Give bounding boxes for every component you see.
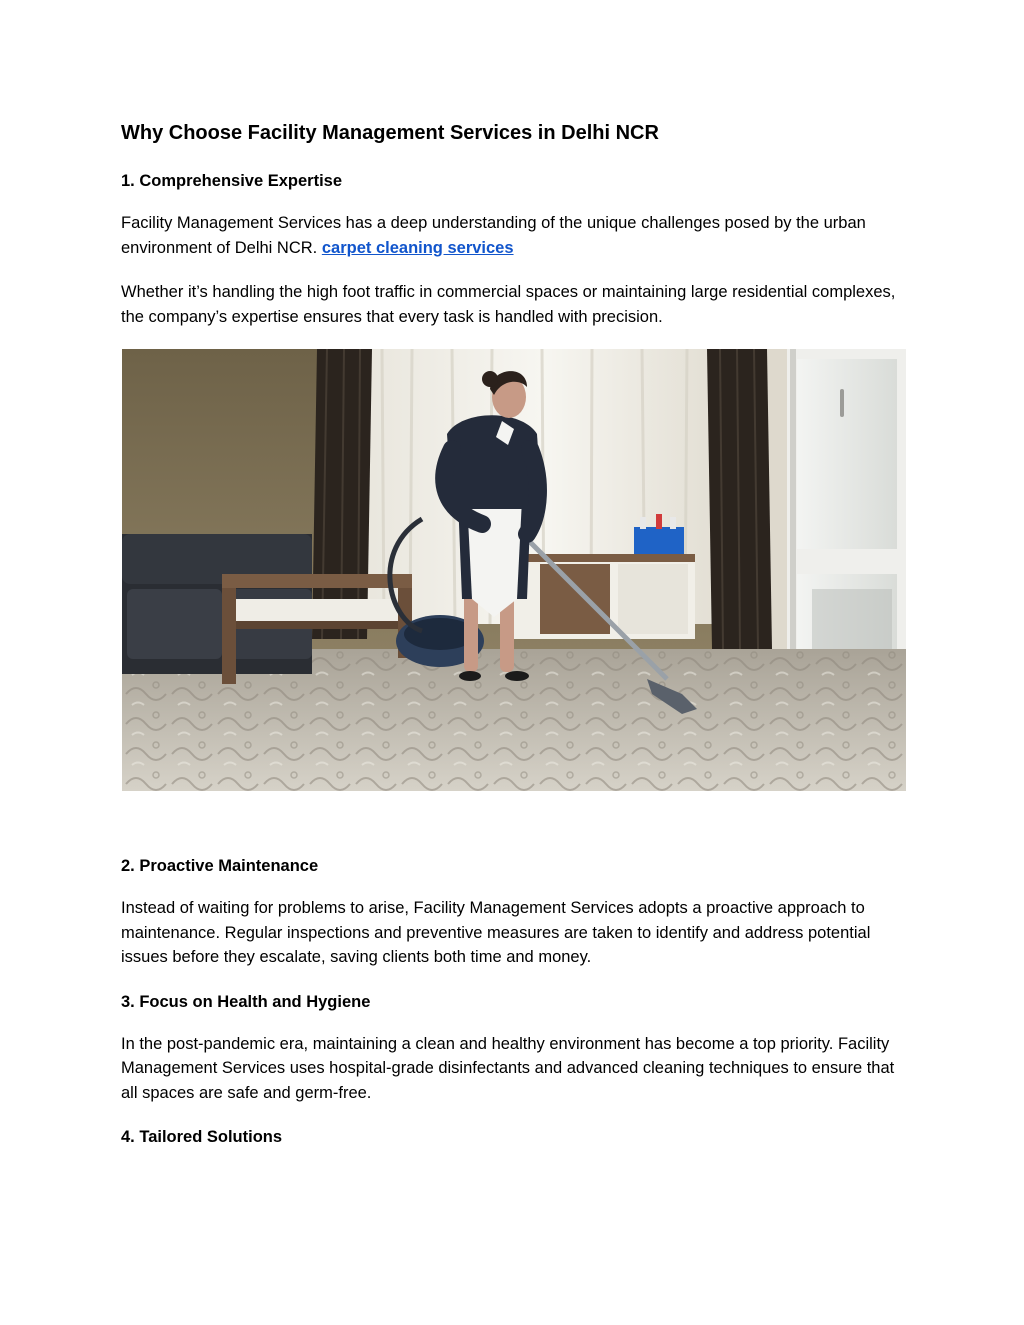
vacuum-cleaning-photo (122, 349, 906, 791)
paragraph-text: Facility Management Services has a deep understanding of the unique challenges posed by the urban environment of Delhi NCR. (121, 214, 866, 257)
paragraph-expertise-detail: Whether it’s handling the high foot traffic in commercial spaces or maintaining large residential complexes, the company’s expertise ensures that every task is handled with precision. (121, 283, 896, 326)
paragraph-maintenance: Instead of waiting for problems to arise, Facility Management Services adopts a proactive approach to maintenance. Regular inspections and preventive measures are taken to identify and address potential issues before they escalate, saving clients both time and money. (121, 899, 871, 966)
document-title: Why Choose Facility Management Services in Delhi NCR (121, 122, 659, 144)
paragraph-expertise-intro (121, 211, 906, 260)
carpet-cleaning-link[interactable]: carpet cleaning services (321, 238, 514, 257)
section-heading-maintenance: 2. Proactive Maintenance (121, 857, 319, 875)
section-heading-expertise: 1. Comprehensive Expertise (121, 172, 343, 190)
paragraph-hygiene: In the post-pandemic era, maintaining a clean and healthy environment has become a top priority. Facility Management Services uses hospital-grade disinfectants and advanced cleaning techniques to ensure that all spaces are safe and germ-free. (121, 1034, 895, 1102)
spacer (121, 791, 906, 854)
section-heading-hygiene: 3. Focus on Health and Hygiene (121, 992, 371, 1011)
document-page (121, 118, 906, 1167)
section-heading-tailored: 4. Tailored Solutions (121, 1128, 283, 1146)
